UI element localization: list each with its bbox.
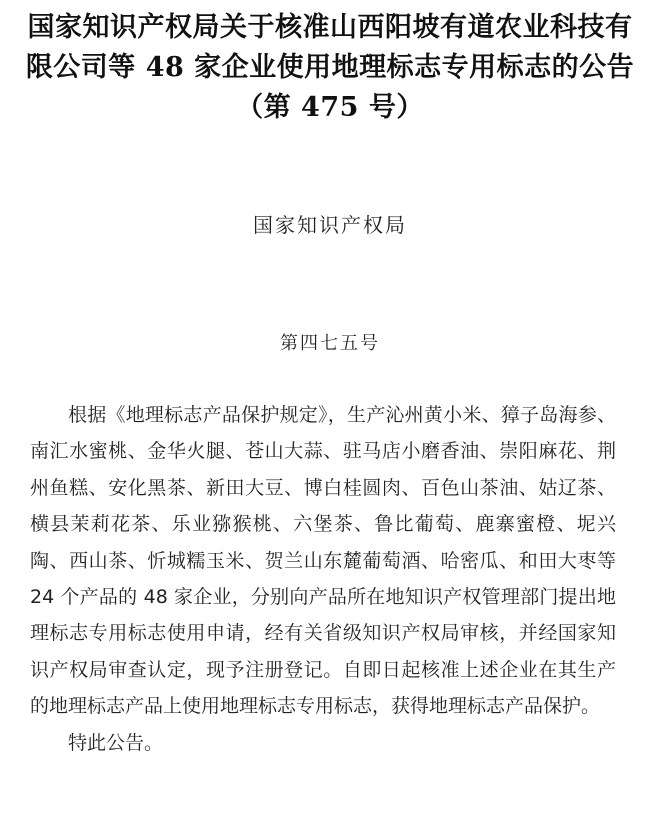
issuer-name: 国家知识产权局 [253, 213, 407, 237]
closing-line: 特此公告。 [68, 731, 164, 754]
announcement-number: 第四七五号 [280, 333, 380, 354]
announcement-body [30, 397, 616, 761]
body-paragraph: 根据《地理标志产品保护规定》，生产沁州黄小米、獐子岛海参、南汇水蜜桃、金华火腿、苍山大蒜、驻马店小磨香油、崇阳麻花、荆州鱼糕、安化黑茶、新田大豆、博白桂圆肉、百色山茶油、姑辽茶、横县茉莉花茶、乐业猕猴桃、六堡茶、鲁比葡萄、鹿寨蜜橙、坭兴陶、西山茶、忻城糯玉米、贺兰山东麓葡萄酒、哈密瓜、和田大枣等 24 个产品的 48 家企业，分别向产品所在地知识产权管理部门提出地理标志专用标志使用申请，经有关省级知识产权局审核，并经国家知识产权局审查认定，现予注册登记。自即日起核准上述企业在其生产的地理标志产品上使用地理标志专用标志，获得地理标志产品保护。 [30, 404, 616, 718]
announcement-title: 国家知识产权局关于核准山西阳坡有道农业科技有限公司等 48 家企业使用地理标志专用标志的公告（第 475 号） [25, 12, 635, 123]
